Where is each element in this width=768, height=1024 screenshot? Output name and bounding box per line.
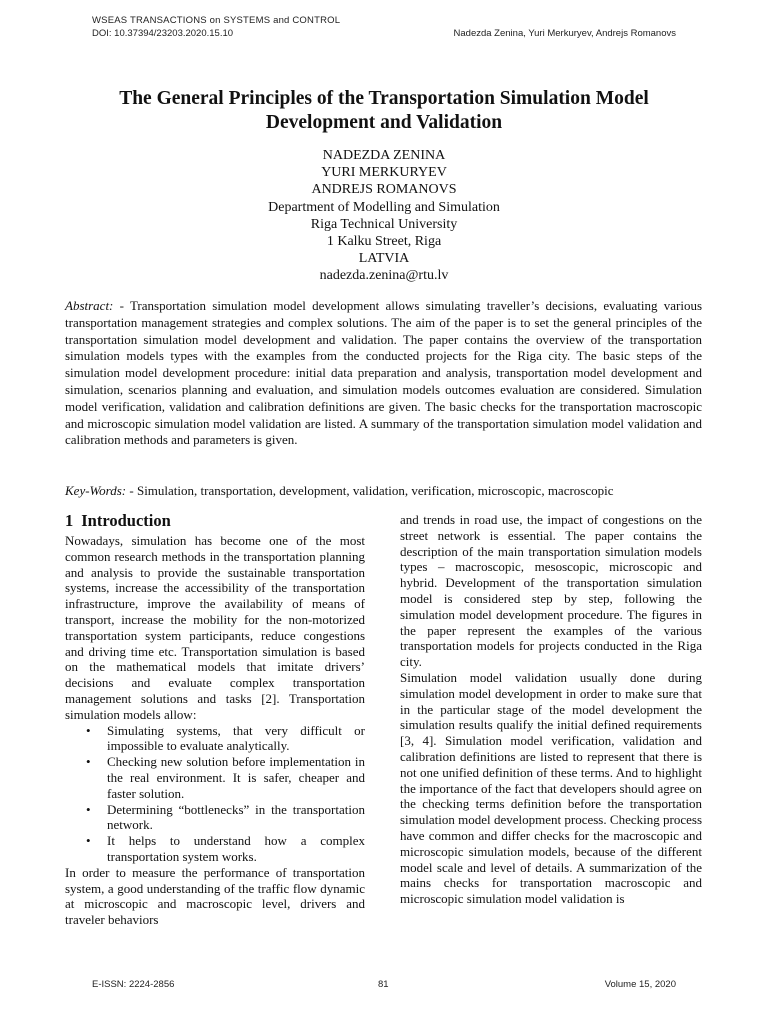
issn: E-ISSN: 2224-2856 [92,979,175,990]
intro-paragraph-1: Nowadays, simulation has become one of the most common research methods in the transportation planning and analysis to provide the sustainable transportation systems, increase the accessibility of the transportation infrastructure, improve the availability of means of transport, increase the mobility for the non-motorized transportation system participants, reduce congestions and driving time etc. Transportation simulation is based on the mathematical models that imitate drivers’ decisions and evaluate complex transportation management solutions and tasks [2]. Transportation simulation models allow: [65,533,365,722]
author-2: YURI MERKURYEV [321,165,447,181]
bullet-icon: • [86,801,91,817]
paper-title [64,87,704,135]
keywords-label: Key-Words: [65,483,127,498]
list-item: • Simulating systems, that very difficult or impossible to evaluate analytically. [86,722,365,754]
bullet-icon: • [86,833,91,849]
author-1: NADEZDA ZENINA [322,148,446,163]
section-number: 1 [65,511,74,530]
list-item: • Determining “bottlenecks” in the transportation network. [86,801,365,833]
doi: DOI: 10.37394/23203.2020.15.10 [92,28,234,39]
list-item: • It helps to understand how a complex transportation system works. [86,833,365,864]
abstract-label: Abstract: - [65,298,124,313]
left-column [65,511,365,928]
keywords [65,483,702,500]
bullet-list [65,723,365,865]
right-column [400,512,702,907]
journal-name: WSEAS TRANSACTIONS on SYSTEMS and CONTROL [92,15,341,26]
keywords-text: - Simulation, transportation, development, validation, verification, microscopic, macroscopic [129,483,614,498]
intro-paragraph-4: Simulation model validation usually done during simulation model development in order to make sure that in the particular stage of the model development the simulation results qualify the initial defined requirements [3, 4]. Simulation model verification, validation and calibration definitions are listed to represent that there is not one unified definition of these terms. And to highlight the importance of the fact that developers should agree on the checking terms definition before the transportation simulation model development process. Checking process have common and differ checks for the macroscopic and microscopic simulation models, because of the different model scale and level of details. A summarization of the mains checks for transportation macroscopic and microscopic simulation model validation is [400,669,702,907]
affiliation-university: Riga Technical University [310,216,458,232]
intro-paragraph-2: In order to measure the performance of transportation system, a good understanding of the traffic flow dynamic at microscopic and macroscopic level, drivers and traveler behaviors [65,864,365,928]
abstract-text: Transportation simulation model development allows simulating traveller’s decisions, evaluating various transportation management strategies and complex solutions. The aim of the paper is to set the general principles of the transportation simulation model development and validation. The paper contains the overview of the transportation simulation models types with the examples from the conducted projects for the Riga city. The basic steps of the simulation model development procedure: initial data preparation and analysis, transportation model development and simulation, scenarios planning and evaluation, and simulation models outcomes evaluation are considered. Simulation model verification, validation and calibration definitions are given. The basic checks for the transportation macroscopic and microscopic simulation model validation are listed. A summary of the transportation simulation model validation and calibration methods and parameters is given. [65,298,702,448]
list-item: • Checking new solution before implementation in the real environment. It is safer, cheaper and faster solution. [86,754,365,801]
running-authors: Nadezda Zenina, Yuri Merkuryev, Andrejs Romanovs [453,28,676,39]
title-line-2: Development and Validation [265,112,503,133]
running-header [92,14,676,40]
author-3: ANDREJS ROMANOVS [311,182,457,198]
author-block [64,147,704,285]
page-number: 81 [378,979,389,990]
section-title: Introduction [81,511,171,530]
volume: Volume 15, 2020 [604,979,676,990]
abstract [65,298,702,449]
title-line-1: The General Principles of the Transportation Simulation Model [119,88,649,109]
bullet-icon: • [86,754,91,770]
affiliation-country: LATVIA [358,251,410,267]
author-email[interactable]: nadezda.zenina@rtu.lv [319,268,449,284]
affiliation-street: 1 Kalku Street, Riga [326,234,442,250]
bullet-icon: • [86,722,91,738]
affiliation-department: Department of Modelling and Simulation [268,199,500,215]
intro-paragraph-3: and trends in road use, the impact of congestions on the street network is essential. The paper contains the description of the main transportation simulation models types – macroscopic, mesoscopic, microscopic and hybrid. Development of the transportation simulation model is considered step by step, following the simulation model development procedure. The figures in the paper represent the examples of the various transportation models for projects conducted in the Riga city. [400,512,702,670]
section-heading [65,511,365,531]
